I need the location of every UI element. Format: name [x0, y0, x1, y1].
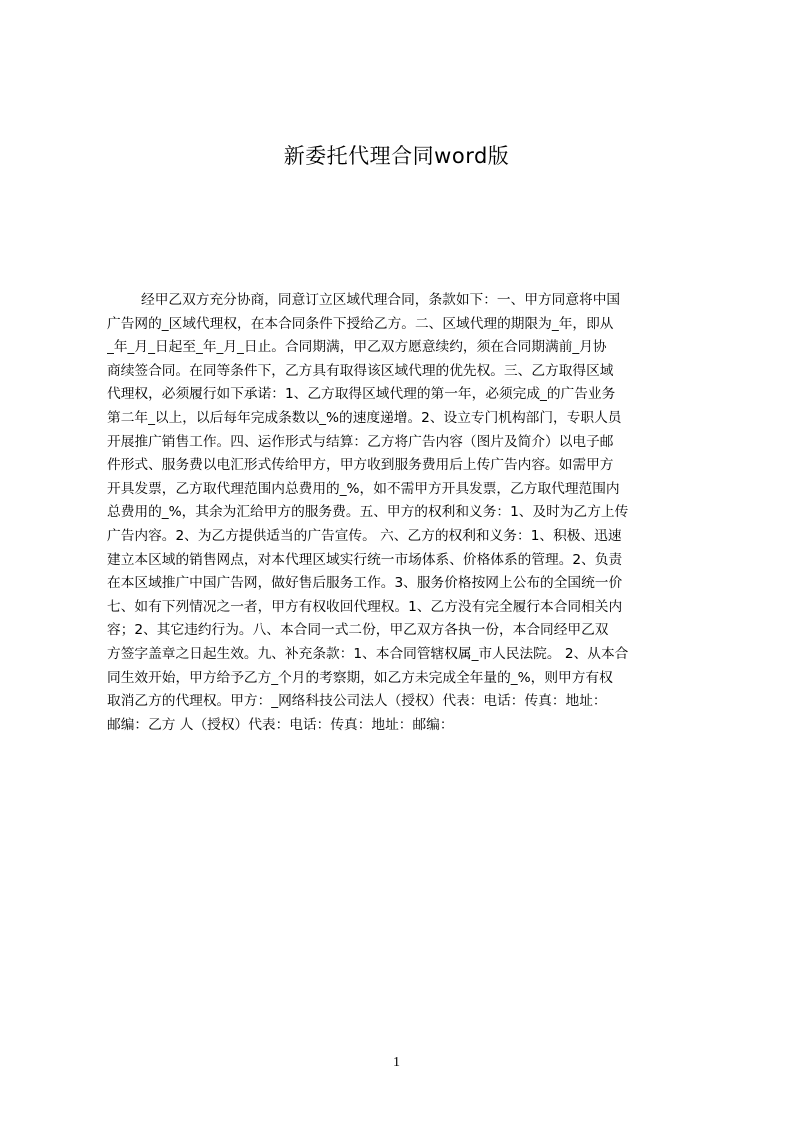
- body-line: 在本区域推广中国广告网，做好售后服务工作。3、服务价格按网上公布的全国统一价: [107, 575, 623, 592]
- body-line: 方签字盖章之日起生效。九、补充条款：1、本合同管辖权属_市人民法院。 2、从本合: [107, 645, 629, 662]
- body-line: 总费用的_%，其余为汇给甲方的服务费。五、甲方的权利和义务：1、及时为乙方上传: [107, 504, 629, 521]
- body-line: 商续签合同。在同等条件下，乙方具有取得该区域代理的优先权。三、乙方取得区域: [107, 362, 614, 379]
- body-line: _年_月_日起至_年_月_日止。合同期满，甲乙双方愿意续约，须在合同期满前_月协: [107, 339, 607, 356]
- body-line: 经甲乙双方充分协商，同意订立区域代理合同，条款如下：一、甲方同意将中国: [141, 292, 621, 308]
- body-line: 七、如有下列情况之一者，甲方有权收回代理权。1、乙方没有完全履行本合同相关内: [107, 598, 623, 615]
- body-line: 邮编：乙方 人（授权）代表：电话：传真：地址：邮编：: [107, 716, 454, 733]
- body-line: 开具发票，乙方取代理范围内总费用的_%，如不需甲方开具发票，乙方取代理范围内: [107, 480, 620, 497]
- body-line: 同生效开始，甲方给予乙方_个月的考察期，如乙方未完成全年量的_%，则甲方有权: [107, 669, 613, 686]
- body-line: 取消乙方的代理权。甲方：_网络科技公司法人（授权）代表：电话：传真：地址：: [107, 693, 607, 710]
- document-title: 新委托代理合同word版: [283, 144, 510, 168]
- body-line: 件形式、服务费以电汇形式传给甲方，甲方收到服务费用后上传广告内容。如需甲方: [107, 457, 614, 474]
- body-line: 第二年_以上，以后每年完成条数以_%的速度递增。2、设立专门机构部门，专职人员: [107, 409, 622, 426]
- body-line: 开展推广销售工作。四、运作形式与结算：乙方将广告内容（图片及简介）以电子邮: [107, 433, 614, 450]
- page-number: 1: [393, 1055, 400, 1070]
- body-line: 广告网的_区域代理权，在本合同条件下授给乙方。二、区域代理的期限为_年，即从: [107, 315, 614, 332]
- body-line: 建立本区域的销售网点，对本代理区域实行统一市场体系、价格体系的管理。2、负责: [107, 551, 623, 568]
- body-line: 广告内容。2、为乙方提供适当的广告宣传。 六、乙方的权利和义务：1、积极、迅速: [107, 527, 622, 544]
- contract-body: [107, 289, 697, 737]
- body-line: 容；2、其它违约行为。八、本合同一式二份，甲乙双方各执一份，本合同经甲乙双: [107, 622, 609, 639]
- body-line: 代理权，必须履行如下承诺：1、乙方取得区域代理的第一年，必须完成_的广告业务: [107, 386, 616, 403]
